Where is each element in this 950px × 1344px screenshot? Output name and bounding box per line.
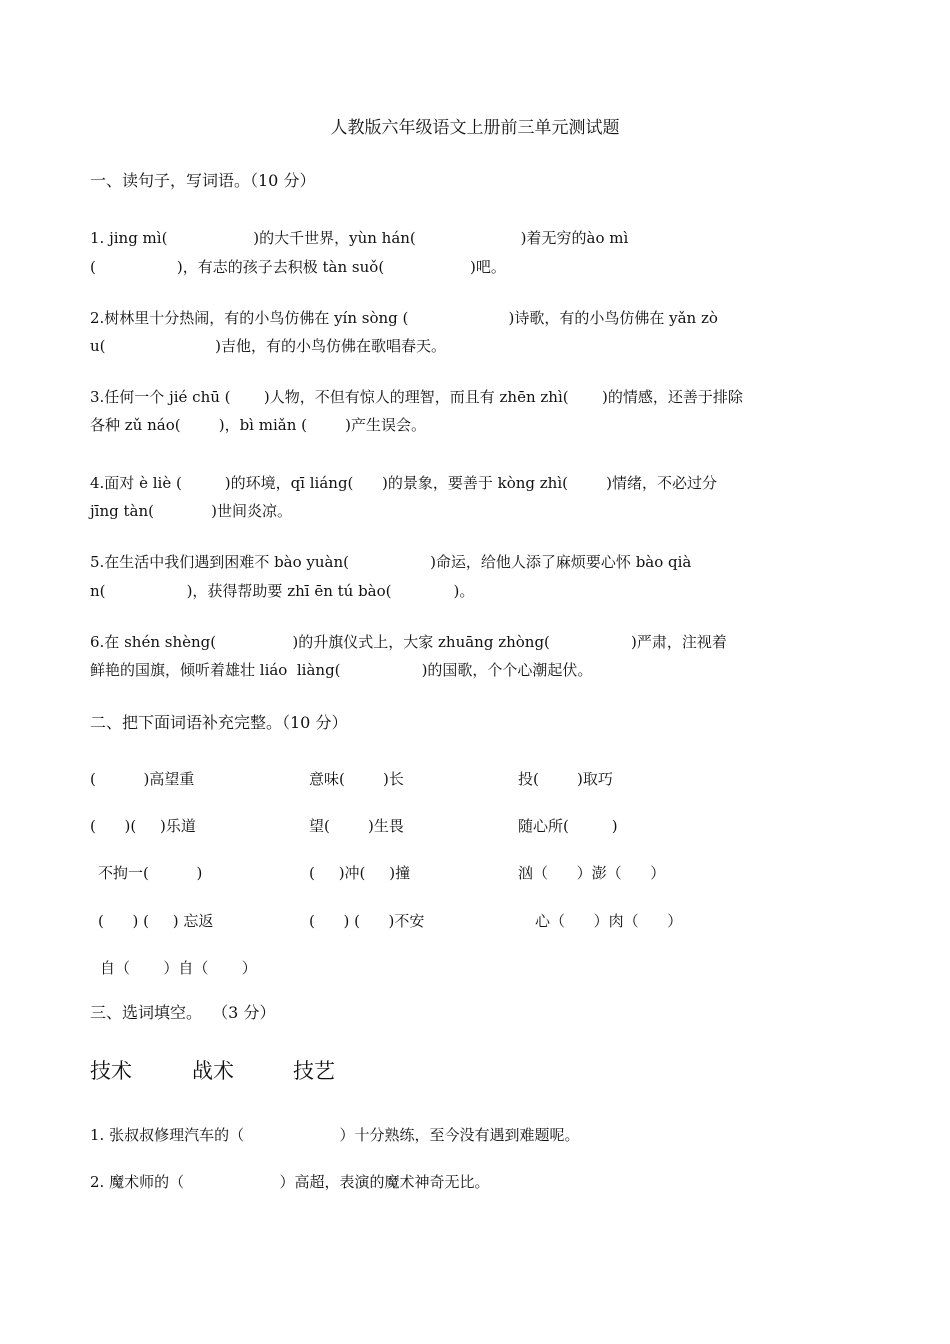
document-title: 人教版六年级语文上册前三单元测试题 — [330, 118, 620, 138]
question-line: 6.在 shén shèng( )的升旗仪式上，大家 zhuāng zhòng( )严肃，注视着 — [90, 633, 727, 651]
question-line: 2.树林里十分热闹，有的小鸟仿佛在 yín sòng ( )诗歌，有的小鸟仿佛在 yǎn zò — [90, 309, 718, 327]
idiom-item: ( )高望重 — [90, 770, 195, 788]
section-3-heading: 三、选词填空。 （3 分） — [90, 1003, 276, 1022]
question-line: jīng tàn( )世间炎凉。 — [90, 502, 293, 520]
question-line: 3.任何一个 jié chū ( )人物，不但有惊人的理智，而且有 zhēn zhì( )的情感，还善于排除 — [90, 388, 743, 406]
word-option: 技艺 — [293, 1059, 335, 1083]
question-line: ( )，有志的孩子去积极 tàn suǒ( )吧。 — [90, 258, 506, 276]
idiom-item: 汹（ ）澎（ ） — [518, 864, 666, 882]
word-option: 战术 — [192, 1059, 234, 1083]
question-line: u( )吉他，有的小鸟仿佛在歌唱春天。 — [90, 337, 447, 355]
idiom-item: ( )( )乐道 — [90, 817, 196, 835]
word-option: 技术 — [90, 1059, 132, 1083]
question-line: 4.面对 è liè ( )的环境，qī liáng( )的景象，要善于 kòng zhì( )情绪，不必过分 — [90, 474, 717, 492]
question-line: 5.在生活中我们遇到困难不 bào yuàn( )命运，给他人添了麻烦要心怀 bào qià — [90, 553, 692, 571]
idiom-item: 望( )生畏 — [309, 817, 404, 835]
fill-blank-question: 1. 张叔叔修理汽车的（ ）十分熟练，至今没有遇到难题呢。 — [90, 1126, 580, 1144]
idiom-item: 随心所( ) — [518, 817, 618, 835]
idiom-item: 不拘一( ) — [98, 864, 203, 882]
question-line: 1. jing mì( )的大千世界，yùn hán( )着无穷的ào mì — [90, 229, 629, 247]
question-line: n( )，获得帮助要 zhī ēn tú bào( )。 — [90, 582, 475, 600]
question-line: 鲜艳的国旗，倾听着雄壮 liáo liàng( )的国歌，个个心潮起伏。 — [90, 661, 593, 679]
idiom-item: ( )冲( )撞 — [309, 864, 411, 882]
idiom-item: 自（ ）自（ ） — [100, 959, 257, 977]
idiom-item: ( ) ( )不安 — [309, 912, 425, 930]
idiom-item: ( ) ( ) 忘返 — [98, 912, 214, 930]
section-1-heading: 一、读句子，写词语。（10 分） — [90, 171, 316, 190]
idiom-item: 投( )取巧 — [518, 770, 613, 788]
question-line: 各种 zǔ náo( )，bì miǎn ( )产生误会。 — [90, 416, 426, 434]
idiom-item: 心（ ）肉（ ） — [535, 912, 683, 930]
fill-blank-question: 2. 魔术师的（ ）高超，表演的魔术神奇无比。 — [90, 1173, 490, 1191]
section-2-heading: 二、把下面词语补充完整。（10 分） — [90, 713, 348, 732]
idiom-item: 意味( )长 — [309, 770, 404, 788]
